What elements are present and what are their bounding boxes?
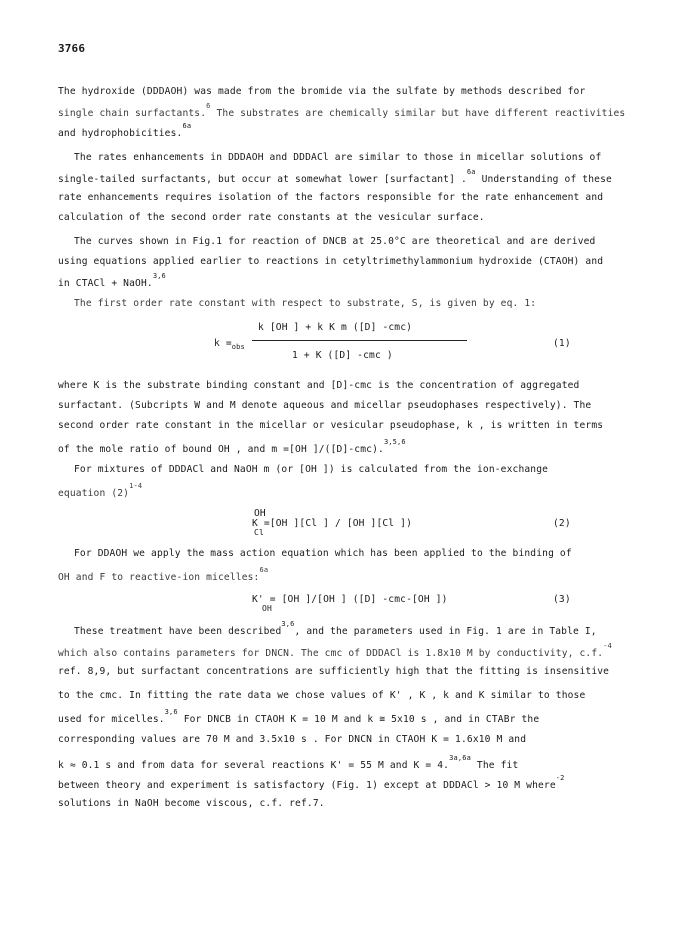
text-line: k ≈ 0.1 s and from data for several reactions K' = 55 M and K = 4.$^{3a,6a}$ The fit: [58, 754, 519, 771]
text-line: The curves shown in Fig.1 for reaction of DNCB at 25.0°C are theoretical and are derived: [74, 236, 596, 247]
eq3-body: K' = [OH ]/[OH ] ([D] -cmc-[OH ]): [252, 594, 448, 605]
citation: 3a,6a: [449, 754, 471, 762]
text-line: rate enhancements requires isolation of the factors responsible for the rate enhancement and: [58, 192, 604, 203]
text-line: single chain surfactants.$^6$ The substrates are chemically similar but have different reactivities: [58, 102, 626, 119]
eq2-superscript: OH: [254, 508, 266, 519]
text-line: and hydrophobicities.$^{6a}$: [58, 122, 192, 139]
citation: 1-4: [129, 482, 143, 490]
citation: 3,5,6: [383, 438, 406, 446]
text-line: in CTACl + NaOH.$^{3,6}$: [58, 272, 166, 289]
eq2-subscript: Cl: [254, 528, 264, 537]
equation-number: (1): [553, 338, 571, 349]
eq2-body: K =[OH ][Cl ] / [OH ][Cl ]): [252, 518, 412, 529]
citation: 6a: [259, 566, 269, 574]
text-line: second order rate constant in the micellar or vesicular pseudophase, k , is written in terms: [58, 420, 604, 431]
citation: 6: [206, 102, 211, 110]
text-line: between theory and experiment is satisfactory (Fig. 1) except at DDDACl > 10 M where$^{-2}$: [58, 774, 565, 791]
citation: 6a: [182, 122, 192, 130]
text-line: used for micelles.$^{3,6}$ For DNCB in CTAOH K = 10 M and k ≅ 5x10 s , and in CTABr the: [58, 708, 540, 725]
text-line: solutions in NaOH become viscous, c.f. ref.7.: [58, 798, 325, 809]
text-line: These treatment have been described$^{3,6}$, and the parameters used in Fig. 1 are in Table I,: [74, 620, 597, 637]
citation: 3,6: [281, 620, 295, 628]
fraction-bar: [252, 340, 467, 341]
text-line: single-tailed surfactants, but occur at somewhat lower [surfactant] .$^{6a}$ Understanding of these: [58, 168, 612, 185]
text-line: ref. 8,9, but surfactant concentrations are sufficiently high that the fitting is insensitive: [58, 666, 610, 677]
text-line: The first order rate constant with respect to substrate, S, is given by eq. 1:: [74, 298, 537, 309]
page-number: 3766: [58, 42, 86, 55]
text-line: surfactant. (Subcripts W and M denote aqueous and micellar pseudophases respectively). The: [58, 400, 592, 411]
text-line: where K is the substrate binding constant and [D]-cmc is the concentration of aggregated: [58, 380, 580, 391]
citation: 6a: [466, 168, 476, 176]
exponent: -4: [603, 642, 612, 650]
exponent: -2: [555, 774, 565, 782]
eq1-denominator: 1 + K ([D] -cmc ): [292, 350, 393, 361]
equation-number: (2): [553, 518, 571, 529]
eq1-numerator: k [OH ] + k K m ([D] -cmc): [258, 322, 413, 333]
eq1-lhs: $k =_{obs}$: [214, 338, 245, 351]
text-line: equation $(2)^{1-4}$: [58, 482, 143, 499]
text-line: corresponding values are 70 M and 3.5x10 s . For DNCN in CTAOH K = 1.6x10 M and: [58, 734, 527, 745]
text-line: OH and F to reactive-ion micelles:$^{6a}$: [58, 566, 269, 583]
text-line: using equations applied earlier to reactions in cetyltrimethylammonium hydroxide (CTAOH) and: [58, 256, 604, 267]
eq3-subscript: OH: [262, 604, 272, 613]
text-line: The rates enhancements in DDDAOH and DDDACl are similar to those in micellar solutions of: [74, 152, 602, 163]
text-line: which also contains parameters for DNCN. The cmc of DDDACl is 1.8x10 M by conductivity, c.f.$^{-4}$: [58, 642, 612, 659]
equation-number: (3): [553, 594, 571, 605]
text-line: calculation of the second order rate constants at the vesicular surface.: [58, 212, 485, 223]
text-line: of the mole ratio of bound OH , and m =[OH ]/([D]-cmc).$^{3,5,6}$: [58, 438, 406, 455]
text-line: For DDAOH we apply the mass action equation which has been applied to the binding of: [74, 548, 572, 559]
citation: 3,6: [164, 708, 178, 716]
text-line: The hydroxide (DDDAOH) was made from the bromide via the sulfate by methods described for: [58, 86, 586, 97]
text-line: to the cmc. In fitting the rate data we chose values of K' , K , k and K similar to those: [58, 690, 586, 701]
text-line: For mixtures of DDDACl and NaOH m (or [OH ]) is calculated from the ion-exchange: [74, 464, 549, 475]
citation: 3,6: [152, 272, 166, 280]
